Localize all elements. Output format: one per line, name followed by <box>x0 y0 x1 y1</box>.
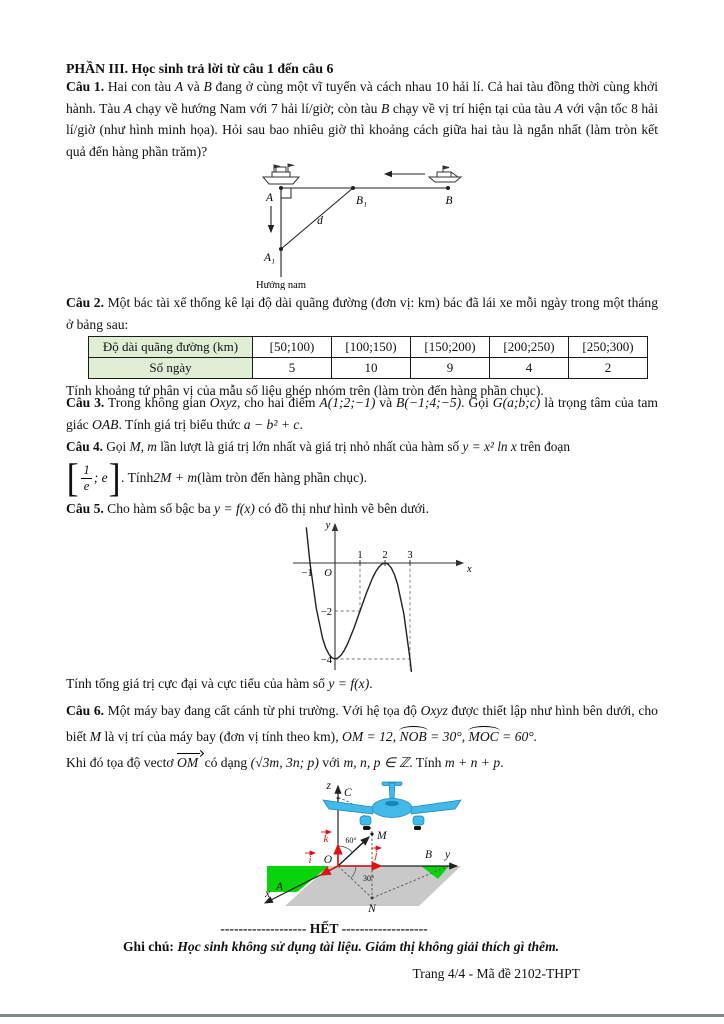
tick-1: 1 <box>357 550 363 561</box>
label-z: z <box>326 780 331 792</box>
table-header-cell: [200;250) <box>490 337 569 358</box>
table-header-cell: [150;200) <box>411 337 490 358</box>
table-header-cell: [250;300) <box>569 337 648 358</box>
cau1-label: Câu 1. <box>66 79 105 94</box>
cubic-curve <box>306 527 413 672</box>
label-i: i <box>308 854 312 866</box>
point-N <box>371 897 374 900</box>
cau5-label: Câu 5. <box>66 501 104 516</box>
table-cell: 5 <box>253 358 332 379</box>
y-axis-label: y <box>325 520 331 531</box>
right-angle-mark <box>281 188 291 198</box>
label-N: N <box>368 903 376 915</box>
cau4-paragraph: Câu 4. Gọi M, m lần lượt là giá trị lớn nhất và giá trị nhỏ nhất của hàm số y = x² ln x trên đoạn <box>66 439 570 454</box>
point-M <box>370 832 373 835</box>
cau2-paragraph: Câu 2. Một bác tài xế thống kê lại độ dài quãng đường (đơn vị: km) bác đã lái xe mỗi ngày trong một tháng ở bảng sau: <box>66 295 658 332</box>
cau6-label: Câu 6. <box>66 703 105 718</box>
angle-arc-60 <box>338 846 353 852</box>
label-k: k <box>323 833 329 845</box>
label-y: y <box>445 849 451 861</box>
cau2-table <box>88 336 648 379</box>
cau3-label: Câu 3. <box>66 395 105 410</box>
x-axis-label: x <box>467 564 472 575</box>
origin-label: O <box>324 568 332 579</box>
tick-minus2: −2 <box>320 607 332 618</box>
vector-label-arrows <box>305 832 381 853</box>
cau5-paragraph: Câu 5. Cho hàm số bậc ba y = f(x) có đồ thị như hình vẽ bên dưới. <box>66 501 429 516</box>
table-cell: 2 <box>569 358 648 379</box>
airplane-3d-figure <box>255 778 505 924</box>
fraction-1-over-e: $\frac{1}{e}$ <box>83 462 90 493</box>
section-header: PHẦN III. Học sinh trả lời từ câu 1 đến câu 6 <box>66 61 334 76</box>
label-A: A <box>276 881 284 893</box>
tick-minus1: −1 <box>301 568 313 579</box>
bottom-bar <box>0 1014 724 1017</box>
label-A1: A₁ <box>263 252 275 264</box>
table-cell: 9 <box>411 358 490 379</box>
label-B1: B₁ <box>356 195 368 207</box>
label-C: C <box>344 787 352 799</box>
label-O: O <box>323 854 332 866</box>
bracket-open: [ <box>66 455 79 500</box>
cau4-interval-line: [ $\frac{1}{e}$ ; e ] . Tính 2M + m (làm tròn đến hàng phần chục). <box>66 455 368 500</box>
bracket-close: ] <box>108 455 121 500</box>
table-cell: Số ngày <box>89 358 253 379</box>
cubic-graph-figure <box>278 518 478 672</box>
label-d: d <box>317 215 323 227</box>
table-header-cell: [100;150) <box>332 337 411 358</box>
boat-icon-small <box>429 166 461 182</box>
angle-hat-MOC: MOC <box>468 729 499 744</box>
table-header-cell: Độ dài quãng đường (km) <box>89 337 253 358</box>
tick-2: 2 <box>382 550 388 561</box>
table-row <box>89 337 648 358</box>
tick-minus4: −4 <box>320 655 332 666</box>
ships-figure <box>193 160 533 290</box>
angle-hat-NOB: NOB <box>399 729 427 744</box>
footer-note: Ghi chú: Học sinh không sử dụng tài liệu. Giám thị không giải thích gì thêm. <box>122 939 560 954</box>
label-j: j <box>374 849 378 861</box>
label-30deg: 30° <box>363 874 375 883</box>
cau2-label: Câu 2. <box>66 295 104 310</box>
label-60deg: 60° <box>345 836 357 845</box>
table-cell: 10 <box>332 358 411 379</box>
table-header-cell: [50;100) <box>253 337 332 358</box>
tick-3: 3 <box>407 550 413 561</box>
point-C <box>337 797 340 800</box>
cau2-question: Tính khoảng tứ phân vị của mẫu số liệu ghép nhóm trên (làm tròn đến hàng phần chục). <box>66 383 544 398</box>
end-marker: ------------------- HẾT ------------------- <box>220 921 428 936</box>
ship-icon-large <box>263 164 299 184</box>
table-cell: 4 <box>490 358 569 379</box>
label-x: x <box>265 888 271 900</box>
cau6-paragraph: Câu 6. Một máy bay đang cất cánh từ phi trường. Với hệ tọa độ Oxyz được thiết lập như hình bên dưới, cho biết M là vị trí của máy bay (đơn vị tính theo km), OM = 12, NOB = 30°, MOC = 60°. Khi đó tọa độ vectơ OM có dạng (√3m, 3n; p) với m, n, p ∈ ℤ. Tính m + n + p. <box>66 703 658 770</box>
vector-OM: OM <box>177 755 199 770</box>
cau1-paragraph: Câu 1. Hai con tàu A và B đang ở cùng một vĩ tuyến và cách nhau 10 hải lí. Cả hai tàu đồng thời cùng khởi hành. Tàu A chạy về hướng Nam với 7 hải lí/giờ; còn tàu B chạy về vị trí hiện tại của tàu A với vận tốc 8 hải lí/giờ (như hình minh họa). Hỏi sau bao nhiêu giờ thì khoảng cách giữa hai tàu là ngắn nhất (làm tròn kết quả đến hàng phần trăm)? <box>66 79 658 159</box>
label-B: B <box>445 195 453 207</box>
label-A: A <box>265 192 273 204</box>
cau3-paragraph: Câu 3. Trong không gian Oxyz, cho hai điểm A(1;2;−1) và B(−1;4;−5). Gọi G(a;b;c) là trọng tâm của tam giác OAB. Tính giá trị biểu thức a − b² + c. <box>66 395 658 432</box>
table-row <box>89 358 648 379</box>
label-M: M <box>377 830 387 842</box>
label-B: B <box>425 849 433 861</box>
footer-note-label: Ghi chú: <box>122 939 174 954</box>
cau4-label: Câu 4. <box>66 439 103 454</box>
cau5-question: Tính tổng giá trị cực đại và cực tiểu của hàm số y = f(x). <box>66 676 373 691</box>
page-number: Trang 4/4 - Mã đề 2102-THPT <box>412 966 580 981</box>
label-huong-nam: Hướng nam <box>255 280 307 290</box>
